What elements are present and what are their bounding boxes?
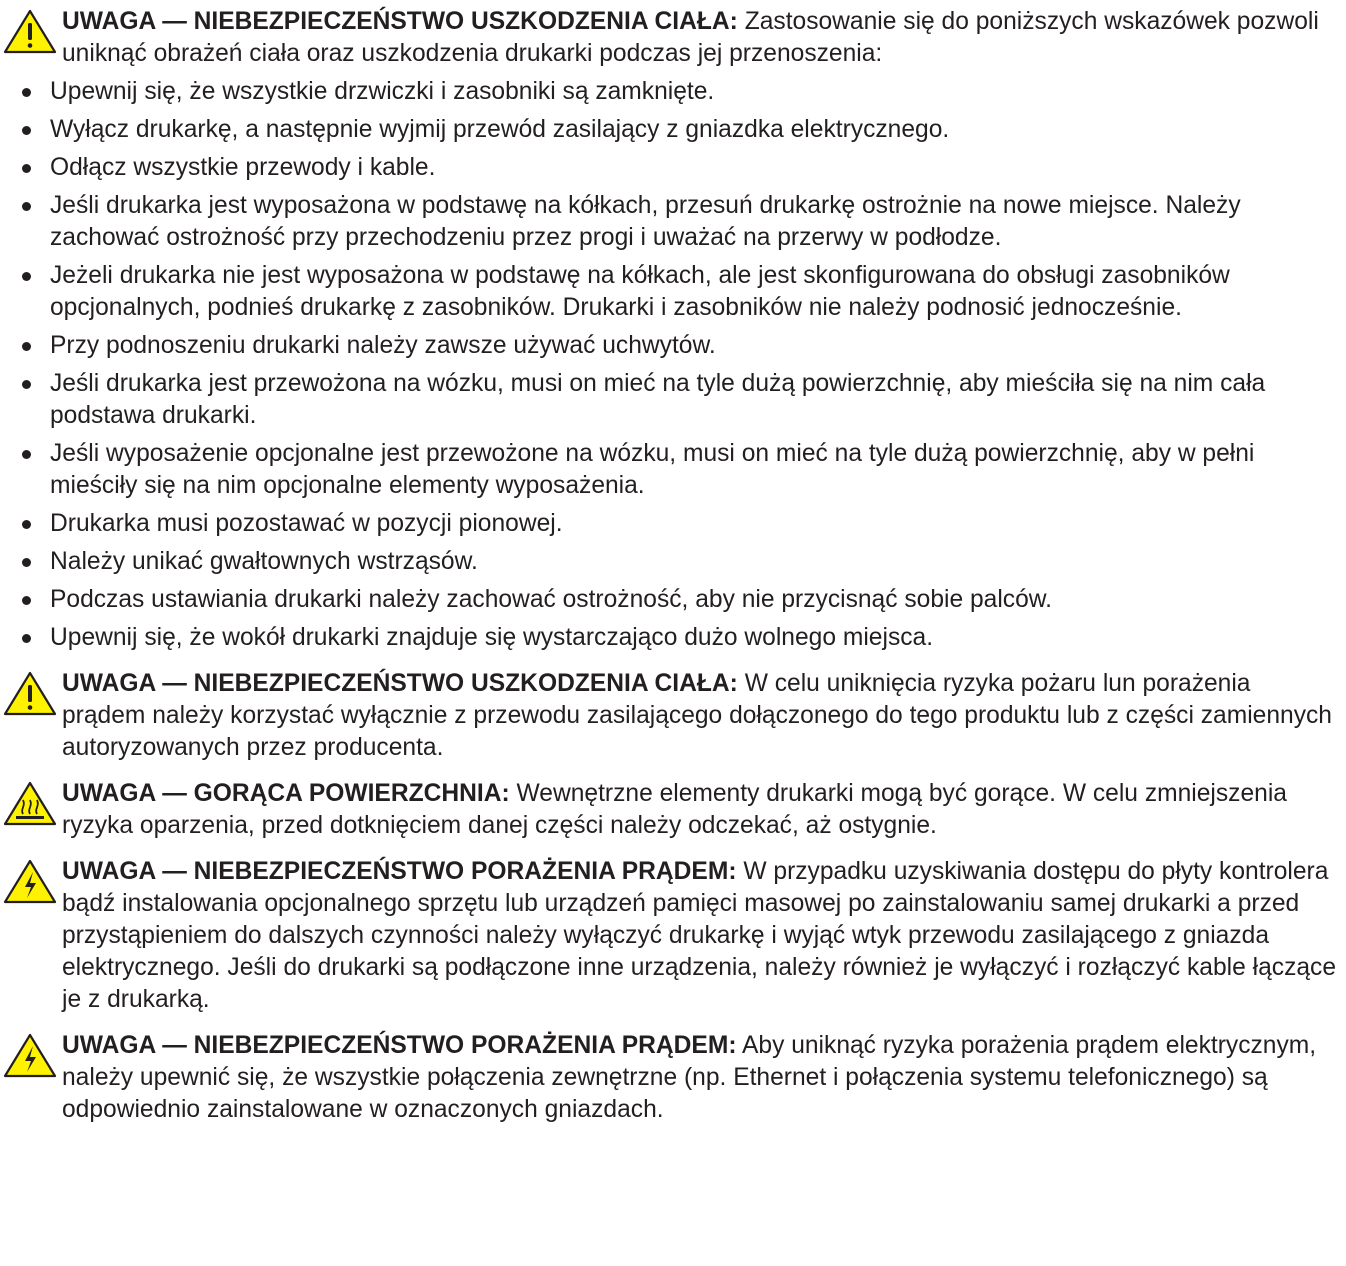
list-item — [0, 152, 1346, 184]
list-item-text: Wyłącz drukarkę, a następnie wyjmij przewód zasilający z gniazdka elektrycznego. — [50, 116, 950, 143]
caution-heading: UWAGA — NIEBEZPIECZEŃSTWO PORAŻENIA PRĄDEM: — [62, 858, 737, 885]
precautions-list — [0, 76, 1346, 654]
bullet-icon — [22, 596, 31, 605]
caution-heading: UWAGA — NIEBEZPIECZEŃSTWO USZKODZENIA CIAŁA: — [62, 8, 738, 35]
list-item-text: Jeśli drukarka jest wyposażona w podstawę na kółkach, przesuń drukarkę ostrożnie na nowe miejsce. Należy zachować ostrożność przy przechodzeniu przez progi i uważać na przerwy w podłodze. — [50, 192, 1241, 251]
list-item — [0, 368, 1346, 432]
bullet-icon — [22, 272, 31, 281]
list-item — [0, 330, 1346, 362]
caution-text: Aby uniknąć ryzyka porażenia prądem elektrycznym, należy upewnić się, że wszystkie połączenia zewnętrzne (np. Ethernet i połączenia systemu telefonicznego) są odpowiednio zainstalowane w oznaczonych gniazdach. — [62, 1032, 1317, 1123]
list-item-text: Jeśli drukarka jest przewożona na wózku, musi on mieć na tyle dużą powierzchnię, aby mieściła się na nim cała podstawa drukarki. — [50, 370, 1266, 429]
warning-triangle-exclamation-icon — [2, 668, 58, 718]
bullet-icon — [22, 126, 31, 135]
list-item — [0, 546, 1346, 578]
list-item — [0, 190, 1346, 254]
list-item — [0, 114, 1346, 146]
list-item — [0, 622, 1346, 654]
list-item-text: Upewnij się, że wokół drukarki znajduje się wystarczająco dużo wolnego miejsca. — [50, 624, 934, 651]
bullet-icon — [22, 88, 31, 97]
bullet-icon — [22, 380, 31, 389]
bullet-icon — [22, 164, 31, 173]
list-item-text: Przy podnoszeniu drukarki należy zawsze używać uchwytów. — [50, 332, 716, 359]
list-item — [0, 76, 1346, 108]
list-item-text: Jeżeli drukarka nie jest wyposażona w podstawę na kółkach, ale jest skonfigurowana do obsługi zasobników opcjonalnych, podnieś drukarkę z zasobników. Drukarki i zasobników nie należy podnosić jednocześnie. — [50, 262, 1230, 321]
list-item-text: Odłącz wszystkie przewody i kable. — [50, 154, 436, 181]
bullet-icon — [22, 342, 31, 351]
list-item — [0, 260, 1346, 324]
electric-shock-warning-icon — [2, 1030, 58, 1080]
caution-text: Wewnętrzne elementy drukarki mogą być gorące. W celu zmniejszenia ryzyka oparzenia, przed dotknięciem danej części należy odczekać, aż ostygnie. — [62, 780, 1287, 839]
bullet-icon — [22, 520, 31, 529]
caution-text: Zastosowanie się do poniższych wskazówek pozwoli uniknąć obrażeń ciała oraz uszkodzenia drukarki podczas jej przenoszenia: — [62, 8, 1319, 67]
bullet-icon — [22, 558, 31, 567]
warning-triangle-exclamation-icon — [2, 6, 58, 56]
shock-hazard-note-2 — [0, 1030, 1346, 1126]
bullet-icon — [22, 450, 31, 459]
list-item — [0, 508, 1346, 540]
hot-surface-warning-icon — [2, 778, 58, 828]
caution-note-2 — [0, 668, 1346, 764]
caution-note-1 — [0, 6, 1346, 70]
list-item-text: Upewnij się, że wszystkie drzwiczki i zasobniki są zamknięte. — [50, 78, 715, 105]
list-item-text: Należy unikać gwałtownych wstrząsów. — [50, 548, 478, 575]
list-item — [0, 438, 1346, 502]
hot-surface-note — [0, 778, 1346, 842]
caution-text: W przypadku uzyskiwania dostępu do płyty kontrolera bądź instalowania opcjonalnego sprzętu lub urządzeń pamięci masowej po zainstalowaniu samej drukarki a przed przystąpieniem do dalszych czynności należy wyłączyć drukarkę i wyjąć wtyk przewodu zasilającego z gniazda elektrycznego. Jeśli do drukarki są podłączone inne urządzenia, należy również je wyłączyć i rozłączyć kable łączące je z drukarką. — [62, 858, 1337, 1013]
electric-shock-warning-icon — [2, 856, 58, 906]
bullet-icon — [22, 202, 31, 211]
caution-heading: UWAGA — GORĄCA POWIERZCHNIA: — [62, 780, 510, 807]
caution-text: W celu uniknięcia ryzyka pożaru lun porażenia prądem należy korzystać wyłącznie z przewodu zasilającego dołączonego do tego produktu lub z części zamiennych autoryzowanych przez producenta. — [62, 670, 1332, 761]
list-item-text: Jeśli wyposażenie opcjonalne jest przewożone na wózku, musi on mieć na tyle dużą powierzchnię, aby w pełni mieściły się na nim opcjonalne elementy wyposażenia. — [50, 440, 1255, 499]
list-item-text: Podczas ustawiania drukarki należy zachować ostrożność, aby nie przycisnąć sobie palców. — [50, 586, 1053, 613]
list-item-text: Drukarka musi pozostawać w pozycji pionowej. — [50, 510, 563, 537]
bullet-icon — [22, 634, 31, 643]
caution-heading: UWAGA — NIEBEZPIECZEŃSTWO PORAŻENIA PRĄDEM: — [62, 1032, 737, 1059]
shock-hazard-note-1 — [0, 856, 1346, 1016]
caution-heading: UWAGA — NIEBEZPIECZEŃSTWO USZKODZENIA CIAŁA: — [62, 670, 738, 697]
list-item — [0, 584, 1346, 616]
